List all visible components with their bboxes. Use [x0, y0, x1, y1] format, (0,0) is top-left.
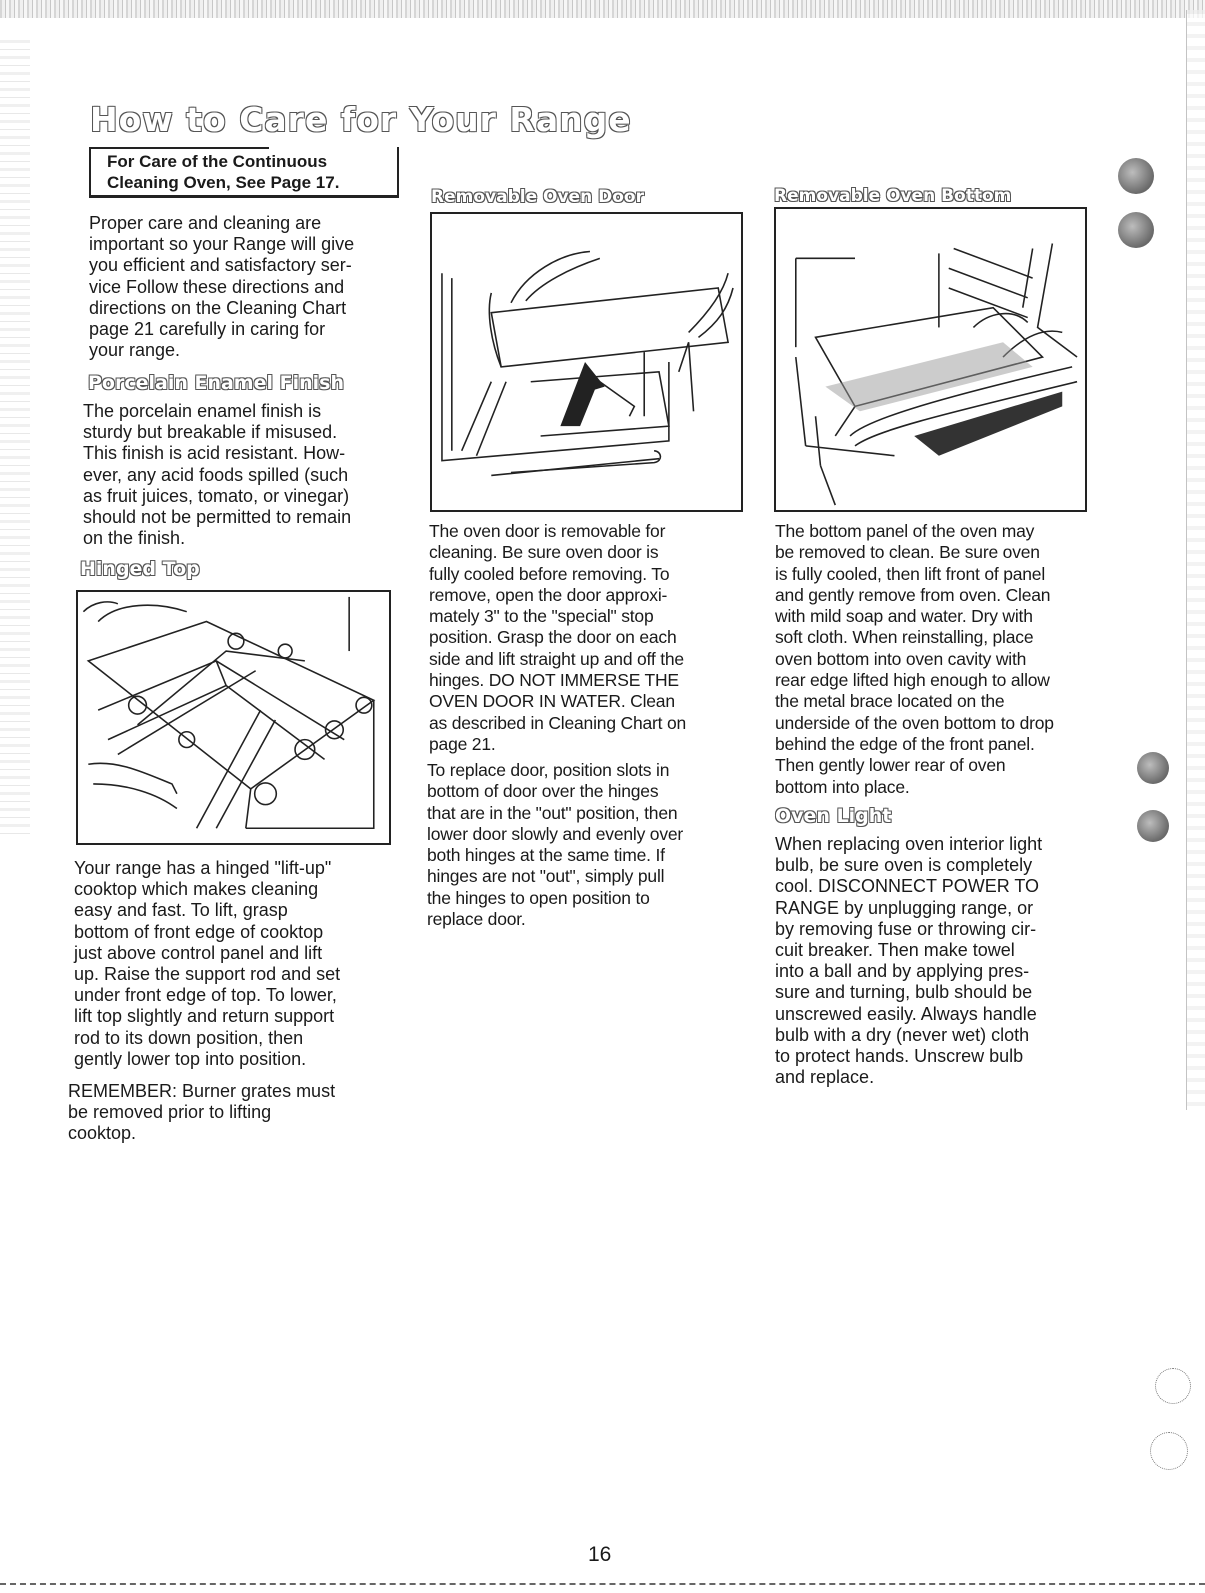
removable-bottom-heading: Removable Oven Bottom	[774, 186, 1012, 206]
hinged-top-illustration	[76, 590, 391, 845]
hinged-top-reminder: REMEMBER: Burner grates must be removed prior to lifting cooktop.	[68, 1081, 336, 1144]
oven-bottom-drawing	[776, 209, 1085, 510]
oven-door-paragraph: The oven door is removable for cleaning. Be sure oven door is fully cooled before removing. To remove, open the door approxi- mately 3" to the "special" stop position. Grasp the door on each side and lift straight up and off the hinges. DO NOT IMMERSE THE OVEN DOOR IN WATER. Clean as described in Cleaning Chart on page 21.	[429, 521, 687, 754]
binder-hole	[1118, 212, 1154, 248]
scan-edge-right	[1186, 10, 1205, 1110]
page-title: How to Care for Your Range	[90, 100, 632, 139]
binder-hole	[1137, 810, 1169, 842]
binder-hole-empty	[1150, 1432, 1188, 1470]
binder-hole	[1118, 158, 1154, 194]
hinged-top-drawing	[78, 592, 389, 843]
hinged-top-heading: Hinged Top	[80, 558, 200, 580]
oven-bottom-illustration	[774, 207, 1087, 512]
hinged-top-paragraph: Your range has a hinged "lift-up" cooktop which makes cleaning easy and fast. To lift, grasp bottom of front edge of cooktop just above control panel and lift up. Raise the support rod and set under front edge of top. To lower, lift top slightly and return support rod to its down position, then gently lower top into position.	[74, 858, 341, 1069]
oven-light-paragraph: When replacing oven interior light bulb, be sure oven is completely cool. DISCONNECT POWER TO RANGE by unplugging range, or by removing fuse or throwing cir- cuit breaker. Then make towel into a ball and by applying pres- sure and turning, bulb should be unscrewed easily. Always handle bulb with a dry (never wet) cloth to protect hands. Unscrew bulb and replace.	[775, 834, 1043, 1088]
scan-edge-left	[0, 40, 30, 840]
page-bottom-edge	[0, 1583, 1205, 1585]
oven-door-illustration	[430, 212, 743, 512]
note-box	[89, 147, 399, 198]
binder-hole-empty	[1155, 1368, 1191, 1404]
page-number: 16	[588, 1543, 612, 1566]
removable-door-heading: Removable Oven Door	[431, 187, 644, 207]
porcelain-heading: Porcelain Enamel Finish	[88, 372, 344, 394]
scan-edge-top	[0, 0, 1205, 18]
oven-light-heading: Oven Light	[775, 805, 892, 827]
oven-door-replace-paragraph: To replace door, position slots in bottom of door over the hinges that are in the "out" position, then lower door slowly and evenly over both hinges at the same time. If hinges are not "out", simply pull the hinges to open position to replace door.	[427, 760, 684, 930]
oven-door-drawing	[432, 214, 741, 510]
porcelain-paragraph: The porcelain enamel finish is sturdy but breakable if misused. This finish is acid resistant. How- ever, any acid foods spilled (such as fruit juices, tomato, or vinegar) should not be permitted to remain on the finish.	[83, 401, 352, 549]
intro-paragraph: Proper care and cleaning are important so your Range will give you efficient and satisfactory ser- vice Follow these directions and directions on the Cleaning Chart page 21 carefully in caring for your range.	[89, 213, 355, 361]
oven-bottom-paragraph: The bottom panel of the oven may be removed to clean. Be sure oven is fully cooled, then lift front of panel and gently remove from oven. Clean with mild soap and water. Dry with soft cloth. When reinstalling, place oven bottom into oven cavity with rear edge lifted high enough to allow the metal brace located on the underside of the oven bottom to drop behind the edge of the front panel. Then gently lower rear of oven bottom into place.	[775, 521, 1054, 797]
binder-hole	[1137, 752, 1169, 784]
note-text: For Care of the Continuous Cleaning Oven, See Page 17.	[107, 152, 340, 192]
